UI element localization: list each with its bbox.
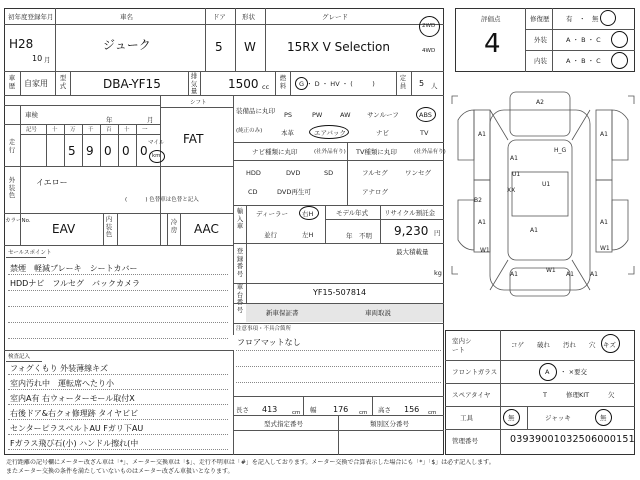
jack-label: ジャッキ bbox=[545, 414, 571, 422]
height-unit: cm bbox=[428, 410, 437, 416]
inspector-notes-label: 検査記入 bbox=[8, 354, 31, 360]
diag-mark-7: A1 bbox=[510, 155, 518, 162]
tv-analog: アナログ bbox=[362, 188, 388, 196]
spare-t: T bbox=[543, 391, 547, 399]
interior-options: A ・ B ・ C bbox=[566, 57, 601, 65]
length-label: 長さ bbox=[236, 406, 249, 414]
equip-pw: PW bbox=[312, 111, 323, 119]
fuel-label: 燃料 bbox=[279, 74, 287, 90]
equip-navi: ナビ bbox=[376, 129, 389, 137]
spare-kit: 修理KIT bbox=[566, 391, 590, 399]
inspection-label: 車検 bbox=[25, 111, 38, 119]
drive-2wd: 2WD bbox=[422, 23, 436, 29]
mileage-digit-5: 0 bbox=[140, 144, 148, 158]
usage-value: 自家用 bbox=[24, 79, 48, 88]
jack-value: 無 bbox=[600, 414, 607, 422]
recycle-value: 9,230 bbox=[394, 224, 429, 238]
notes-line-3: 右後ドア&右クォ修理跡 タイヤビビ bbox=[10, 409, 139, 418]
equip-abs: ABS bbox=[419, 111, 432, 119]
grade-label: グレード bbox=[322, 13, 348, 21]
inspection-month-unit: 月 bbox=[147, 116, 154, 124]
front-glass-a: A bbox=[545, 368, 550, 376]
height-value: 156 bbox=[404, 405, 420, 414]
model-year-value: 年 不明 bbox=[346, 232, 372, 240]
recycle-unit: 円 bbox=[434, 229, 441, 237]
tv-type-label: TV種類に丸印 bbox=[356, 148, 397, 156]
grade-value: 15RX V Selection bbox=[287, 40, 390, 54]
notes-line-4: センターピラスベルトAU Fガリ下AU bbox=[10, 424, 144, 433]
doors-label: ドア bbox=[213, 13, 226, 21]
diag-mark-9: U1 bbox=[542, 181, 551, 188]
seat-item-3: 穴 bbox=[589, 341, 596, 349]
diag-mark-0: A2 bbox=[536, 99, 544, 106]
seat-item-1: 破れ bbox=[537, 341, 550, 349]
shift-label: シフト bbox=[190, 100, 207, 106]
height-label: 高さ bbox=[378, 406, 391, 414]
navi-sub: (社外品有り) bbox=[314, 149, 346, 155]
recycle-label: リサイクル預託金 bbox=[384, 209, 436, 217]
max-load-label: 最大積載量 bbox=[396, 248, 429, 256]
tools-label: 工具 bbox=[460, 414, 473, 422]
import-dealer: ディーラー bbox=[256, 210, 288, 218]
length-value: 413 bbox=[262, 405, 278, 414]
notes-line-0: フォグくもり 外装薄線キズ bbox=[10, 364, 108, 373]
history-manual: 車両取説 bbox=[365, 309, 391, 317]
mileage-label: 走行 bbox=[8, 138, 16, 154]
mileage-unit-km: km bbox=[152, 153, 161, 159]
equipment-sub: (純正のみ) bbox=[236, 128, 263, 134]
class-number-label: 類別区分番号 bbox=[370, 420, 409, 428]
footer-line-1: またメーター交換の条件を満たしていないものはメーター改ざん車扱いとなります。 bbox=[6, 468, 234, 475]
color-code-label: カラーNo. bbox=[5, 218, 31, 224]
diag-mark-14: A1 bbox=[590, 271, 598, 278]
seat-item-4: キズ bbox=[603, 341, 616, 349]
mileage-digit-3: 0 bbox=[104, 144, 112, 158]
type-designation-label: 型式指定番号 bbox=[264, 420, 303, 428]
model-name-label: 車名 bbox=[120, 13, 133, 21]
doors-value: 5 bbox=[215, 40, 223, 54]
front-glass-x: ・ ×要交 bbox=[560, 368, 588, 376]
front-glass-label: フロントガラス bbox=[452, 368, 498, 376]
width-unit: cm bbox=[359, 410, 368, 416]
displacement-label: 排気量 bbox=[190, 72, 198, 95]
caution-label: 注意事項・不具合箇所 bbox=[236, 326, 292, 332]
navi-sd: SD bbox=[324, 169, 334, 177]
repair-none-circle bbox=[600, 10, 616, 26]
mileage-digit-2: 9 bbox=[86, 144, 94, 158]
ext-color-label: 外装色 bbox=[8, 176, 16, 199]
registration-label: 登録番号 bbox=[236, 247, 244, 278]
diag-mark-2: A1 bbox=[600, 131, 608, 138]
max-load-unit: kg bbox=[434, 269, 442, 277]
diag-mark-4: A1 bbox=[600, 219, 608, 226]
mileage-digit-4: 0 bbox=[122, 144, 130, 158]
equip-sunroof: サンルーフ bbox=[367, 111, 399, 119]
repair-label: 修復歴 bbox=[530, 15, 550, 23]
fuel-options: G ・ D ・ HV ・ ( ) bbox=[299, 80, 375, 88]
length-unit: cm bbox=[292, 410, 301, 416]
aircon-label: 冷房 bbox=[170, 218, 178, 234]
spare-tire-label: スペアタイヤ bbox=[452, 391, 491, 399]
management-label: 管理番号 bbox=[452, 437, 478, 445]
width-label: 幅 bbox=[310, 406, 317, 414]
diag-mark-8: XX bbox=[507, 187, 516, 194]
model-code-value: DBA-YF15 bbox=[103, 77, 161, 91]
diag-mark-11: A1 bbox=[530, 227, 538, 234]
int-color-label: 内装色 bbox=[105, 215, 113, 238]
shift-value: FAT bbox=[183, 132, 204, 146]
score-value: 4 bbox=[484, 29, 501, 59]
steer-left: 左H bbox=[302, 231, 314, 239]
diag-mark-3: A1 bbox=[478, 219, 486, 226]
equip-aw: AW bbox=[340, 111, 351, 119]
chassis-label: 車台番号 bbox=[236, 283, 244, 314]
aircon-value: AAC bbox=[194, 222, 219, 236]
sales-line-0: 禁煙 軽減ブレーキ シートカバー bbox=[10, 264, 138, 273]
notes-line-1: 室内汚れ中 運転席へたり小 bbox=[10, 379, 114, 388]
interior-c-circle bbox=[611, 52, 628, 69]
color-code-value: EAV bbox=[52, 222, 76, 236]
footer-line-0: 走行距離の記号欄にメーター改ざん車は「*」、メーター交換車は「$」、走行不明車は「#」を記入しております。メーター交換で合算表示した場合にも「*」「$」は必ず記入します。 bbox=[6, 459, 495, 466]
displacement-value: 1500 bbox=[228, 77, 259, 91]
tv-fullseg: フルセグ bbox=[362, 169, 388, 177]
diag-mark-13: A1 bbox=[566, 271, 574, 278]
mileage-hdr-0: 記号 bbox=[26, 127, 38, 133]
tv-type-sub: (社外品有り) bbox=[414, 149, 446, 155]
diag-mark-17: W1 bbox=[480, 247, 490, 254]
notes-line-2: 室内A有 右ウォーターモール取付X bbox=[10, 394, 135, 403]
equipment-label: 装備品に丸印 bbox=[236, 107, 275, 115]
diag-mark-15: W1 bbox=[600, 245, 610, 252]
repair-options: 有 ・ 無 bbox=[566, 15, 599, 23]
model-year-label: モデル年式 bbox=[336, 209, 369, 217]
first-reg-month: 10 bbox=[32, 54, 43, 63]
exterior-options: A ・ B ・ C bbox=[566, 36, 601, 44]
capacity-unit: 人 bbox=[431, 82, 438, 90]
drive-4wd: 4WD bbox=[422, 48, 436, 54]
equip-tv: TV bbox=[420, 129, 429, 137]
diag-mark-1: A1 bbox=[478, 131, 486, 138]
history-new-owner: 新車保証書 bbox=[266, 309, 299, 317]
mileage-hdr-2: 万 bbox=[70, 127, 76, 133]
navi-hdd: HDD bbox=[246, 169, 261, 177]
first-reg-year: H28 bbox=[9, 37, 34, 51]
capacity-value: 5 bbox=[419, 79, 425, 88]
diag-mark-5: H_G bbox=[554, 147, 567, 154]
notes-line-5: Fガラス飛び石(小) ハンドル擦れ(中 bbox=[10, 439, 139, 448]
import-label: 輸入車 bbox=[236, 207, 244, 230]
mileage-hdr-6: 一 bbox=[142, 127, 148, 133]
mileage-hdr-1: 十 bbox=[52, 127, 58, 133]
ext-color-note: ( ) 色替車は色替と記入 bbox=[125, 197, 199, 203]
diag-mark-10: B2 bbox=[474, 197, 482, 204]
exterior-c-circle bbox=[611, 31, 628, 48]
mileage-digit-1: 5 bbox=[68, 144, 76, 158]
navi-dvd: DVD bbox=[286, 169, 301, 177]
diag-mark-12: A1 bbox=[510, 271, 518, 278]
sales-line-1: HDDナビ フルセグ バックカメラ bbox=[10, 279, 141, 288]
car-damage-diagram bbox=[450, 80, 636, 320]
seat-item-0: コゲ bbox=[511, 341, 524, 349]
navi-cd: CD bbox=[248, 188, 258, 196]
capacity-label: 定員 bbox=[399, 74, 407, 90]
chassis-value: YF15-507814 bbox=[313, 288, 367, 297]
steer-right: 右H bbox=[302, 210, 314, 218]
tools-value: 無 bbox=[508, 414, 515, 422]
inspection-year-unit: 年 bbox=[106, 116, 113, 124]
equip-ps: PS bbox=[284, 111, 293, 119]
displacement-unit: cc bbox=[262, 83, 270, 91]
model-name-value: ジューク bbox=[103, 38, 151, 52]
body-shape-label: 形状 bbox=[242, 13, 255, 21]
diag-mark-16: W1 bbox=[546, 267, 556, 274]
body-shape-value: W bbox=[244, 40, 256, 54]
seat-item-2: 汚れ bbox=[563, 341, 576, 349]
diag-mark-6: U1 bbox=[512, 171, 521, 178]
mileage-unit-mile: マイル bbox=[148, 140, 165, 146]
spare-missing: 欠 bbox=[608, 391, 615, 399]
interior-label: 内装 bbox=[534, 57, 547, 65]
management-value: 03939001032506000151 bbox=[510, 434, 635, 445]
first-reg-month-unit: 月 bbox=[44, 56, 51, 64]
equip-airbag: エアバック bbox=[314, 129, 346, 137]
equip-leather: 本革 bbox=[281, 129, 294, 137]
ext-color-value: イエロー bbox=[36, 178, 68, 187]
mileage-hdr-5: 十 bbox=[124, 127, 130, 133]
seat-label: 室内シート bbox=[452, 337, 472, 354]
navi-label: ナビ種類に丸印 bbox=[252, 148, 298, 156]
import-parallel: 並行 bbox=[264, 231, 277, 239]
tv-oneseg: ワンセグ bbox=[405, 169, 431, 177]
score-label: 評価点 bbox=[481, 15, 501, 23]
width-value: 176 bbox=[333, 405, 349, 414]
caution-value: フロアマットなし bbox=[237, 338, 301, 347]
navi-dvd-play: DVD再生可 bbox=[277, 188, 311, 196]
first-reg-label: 初年度登録年月 bbox=[8, 13, 54, 21]
mileage-hdr-4: 百 bbox=[106, 127, 112, 133]
mileage-hdr-3: 千 bbox=[88, 127, 94, 133]
usage-label: 車歴 bbox=[8, 74, 16, 90]
model-code-label: 型式 bbox=[59, 74, 67, 90]
sales-point-label: セールスポイント bbox=[8, 250, 52, 256]
exterior-label: 外装 bbox=[534, 36, 547, 44]
